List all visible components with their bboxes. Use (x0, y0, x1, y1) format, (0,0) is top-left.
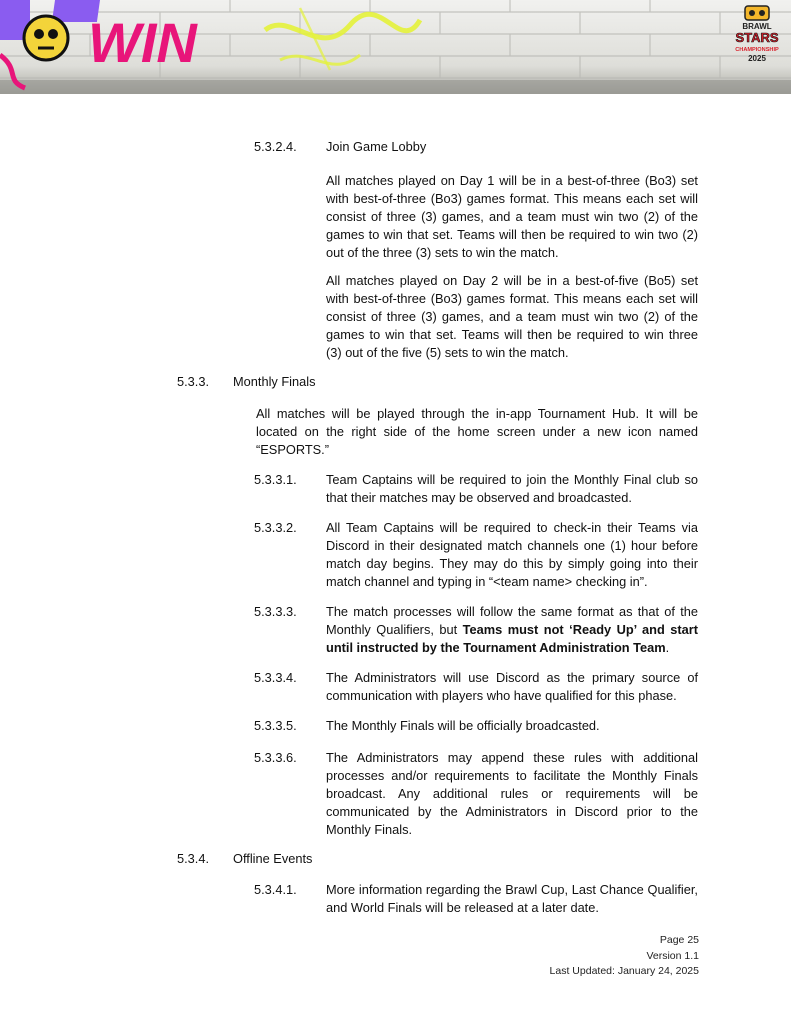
svg-text:CHAMPIONSHIP: CHAMPIONSHIP (735, 47, 779, 53)
item-text: The Administrators may append these rules with additional processes and/or requirements to facilitate the Monthly Finals broadcast. Any additional rules or requirements will be communicated by the Administrators in Discord prior to the Monthly Finals. (326, 750, 698, 837)
svg-text:STARS: STARS (735, 30, 779, 45)
item-number: 5.3.3.6. (254, 750, 297, 765)
item-number: 5.3.3.2. (254, 520, 297, 535)
item-text: The match processes will follow the same format as that of the Monthly Qualifiers, but Teams must not ‘Ready Up’ and start until instructed by the Tournament Administration Team. (326, 604, 698, 655)
page-number: Page 25 (659, 934, 699, 946)
brick-wall-background (0, 0, 791, 94)
page-footer (439, 933, 699, 980)
section-title: Join Game Lobby (326, 139, 427, 154)
item-number: 5.3.4.1. (254, 882, 297, 897)
item-number: 5.3.3.1. (254, 472, 297, 487)
item-text: More information regarding the Brawl Cup, Last Chance Qualifier, and World Finals will be released at a later date. (326, 882, 698, 915)
item-number: 5.3.3.5. (254, 718, 297, 733)
item-text: The Monthly Finals will be officially broadcasted. (326, 718, 600, 733)
item-number: 5.3.3.3. (254, 604, 297, 619)
item-number: 5.3.3.4. (254, 670, 297, 685)
section-number: 5.3.4. (177, 851, 210, 866)
header-banner (0, 0, 791, 94)
svg-text:2025: 2025 (748, 54, 766, 63)
section-title: Offline Events (233, 851, 313, 866)
section-number: 5.3.3. (177, 374, 210, 389)
paragraph: All matches will be played through the in-app Tournament Hub. It will be located on the right side of the home screen under a new icon named “ESPORTS.” (256, 406, 698, 457)
item-text: Team Captains will be required to join the Monthly Final club so that their matches may be observed and broadcasted. (326, 472, 698, 505)
graffiti-win-text: WIN (88, 11, 197, 74)
bold-instruction: Teams must not ‘Ready Up’ and start until instructed by the Tournament Administration Team (326, 622, 698, 655)
last-updated-label: Last Updated: January 24, 2025 (549, 965, 699, 977)
svg-text:BRAWL: BRAWL (742, 22, 772, 31)
brawl-stars-championship-logo (729, 4, 785, 74)
item-text: The Administrators will use Discord as the primary source of communication with players who have qualified for this phase. (326, 670, 698, 703)
item-text: All Team Captains will be required to check-in their Teams via Discord in their designated match channels one (1) hour before match day begins. They may do this by simply going into their match channel and typing in “<team name> checking in”. (326, 520, 698, 589)
paragraph: All matches played on Day 2 will be in a best-of-five (Bo5) set with best-of-three (Bo3) games format. This means each set will consist of three (3) games, and a team must win two (2) of the games to win that set. Teams will then be required to win three (3) out of the five (5) sets to win the match. (326, 273, 698, 360)
paragraph: All matches played on Day 1 will be in a best-of-three (Bo3) set with best-of-three (Bo3) games format. This means each set will consist of three (3) games, and a team must win two (2) of the games to win that set. Teams will then be required to win two (2) out of the three (3) sets to win the match. (326, 173, 698, 260)
section-number: 5.3.2.4. (254, 139, 297, 154)
version-label: Version 1.1 (646, 949, 699, 962)
section-title: Monthly Finals (233, 374, 316, 389)
